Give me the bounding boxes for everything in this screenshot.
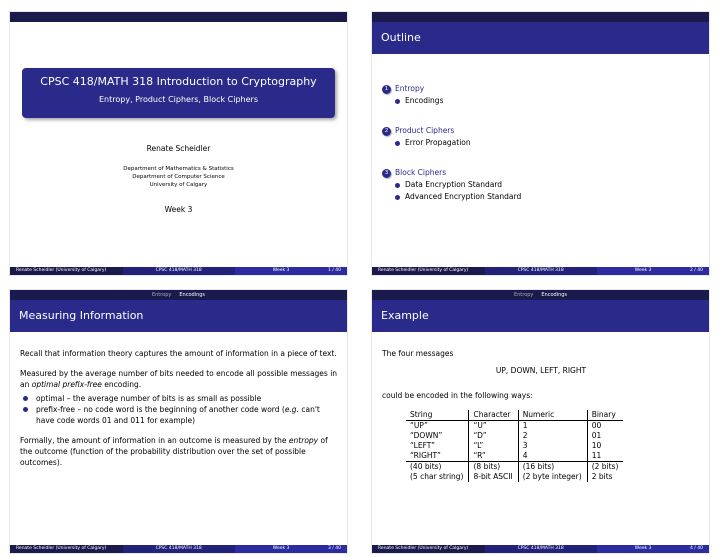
table-cell: “RIGHT” (410, 451, 441, 460)
slide-top-bar (372, 290, 709, 300)
slide-top-bar (10, 290, 347, 300)
table-cell: (40 bits) (406, 462, 469, 473)
footer-page-number: 3 / 40 (327, 546, 341, 551)
encoding-table (406, 410, 623, 482)
table-cell: 11 (587, 451, 623, 462)
bullet-icon (23, 407, 28, 412)
presentation-title: CPSC 418/MATH 318 Introduction to Cryptography (40, 75, 317, 88)
table-row (406, 441, 623, 451)
slide-footer (10, 545, 347, 553)
footer-course: CPSC 418/MATH 318 (123, 545, 235, 553)
table-row (406, 431, 623, 441)
table-cell: 8-bit ASCII (469, 472, 518, 482)
nav-section[interactable]: Entropy (513, 292, 534, 298)
toc-subsection-label[interactable]: Data Encryption Standard (405, 180, 503, 189)
section-navigation (10, 290, 347, 300)
slide-footer (10, 267, 347, 275)
table-header-row (406, 410, 623, 421)
slide-body (20, 348, 338, 477)
institute-line: University of Calgary (149, 182, 208, 188)
footer-author: Renate Scheidler (University of Calgary) (10, 545, 123, 553)
table-cell: “U” (469, 421, 518, 432)
table-cell: 1 (518, 421, 587, 432)
table-cell: “R” (469, 451, 518, 462)
footer-page-info (597, 267, 709, 275)
table-cell: (16 bits) (518, 462, 587, 473)
title-block (22, 68, 335, 118)
list-item: optimal – the average number of bits is as small as possible (20, 393, 338, 404)
nav-section[interactable]: Entropy (151, 292, 172, 298)
footer-author: Renate Scheidler (University of Calgary) (372, 545, 485, 553)
table-row (406, 451, 623, 462)
footer-week: Week 3 (272, 546, 290, 551)
nav-subsection[interactable]: Encodings (179, 292, 206, 298)
nav-subsection[interactable]: Encodings (541, 292, 568, 298)
footer-page-info (235, 267, 347, 275)
footer-author: Renate Scheidler (University of Calgary) (10, 267, 123, 275)
footer-page-info (235, 545, 347, 553)
bullet-icon (395, 183, 400, 188)
footer-course: CPSC 418/MATH 318 (485, 545, 597, 553)
toc-section-label[interactable]: Block Ciphers (395, 168, 447, 177)
footer-page-number: 1 / 40 (327, 268, 341, 273)
table-summary-row (406, 472, 623, 482)
table-header-cell: Binary (587, 410, 623, 421)
slide-top-bar (372, 12, 709, 22)
slide-body (382, 348, 700, 401)
presentation-date: Week 3 (164, 205, 193, 214)
slide-example (372, 290, 709, 553)
table-summary-row (406, 462, 623, 473)
slide-top-bar (10, 12, 347, 22)
table-row (406, 421, 623, 432)
footer-week: Week 3 (634, 546, 652, 551)
slide-footer (372, 545, 709, 553)
paragraph: Recall that information theory captures the amount of information in a piece of text. (20, 349, 337, 358)
footer-course: CPSC 418/MATH 318 (123, 267, 235, 275)
table-cell: (2 bits) (587, 462, 623, 473)
institute-line: Department of Mathematics & Statistics (123, 166, 234, 172)
frame-title: Measuring Information (10, 300, 347, 332)
frame-title: Outline (372, 22, 709, 54)
institute (10, 165, 347, 189)
example-intro: The four messages (382, 349, 454, 358)
footer-course: CPSC 418/MATH 318 (485, 267, 597, 275)
slide-footer (372, 267, 709, 275)
toc-subsection-label[interactable]: Error Propagation (405, 138, 471, 147)
table-cell: 00 (587, 421, 623, 432)
paragraph: Measured by the average number of bits needed to encode all possible messages in an optimal prefix-free encoding. (20, 369, 338, 389)
list-item: prefix-free – no code word is the beginning of another code word (e.g. can't have code words 01 and 011 for example) (20, 404, 338, 426)
table-cell: “DOWN” (410, 431, 443, 440)
table-cell: 3 (518, 441, 587, 451)
section-number-icon: 3 (382, 169, 391, 178)
footer-author: Renate Scheidler (University of Calgary) (372, 267, 485, 275)
footer-week: Week 3 (634, 268, 652, 273)
table-cell: 01 (587, 431, 623, 441)
table-cell: (8 bits) (469, 462, 518, 473)
footer-page-number: 4 / 40 (689, 546, 703, 551)
section-number-icon: 1 (382, 85, 391, 94)
toc-section-label[interactable]: Product Ciphers (395, 126, 455, 135)
presentation-subtitle: Entropy, Product Ciphers, Block Ciphers (98, 95, 259, 104)
table-cell: (2 byte integer) (518, 472, 587, 482)
table-header-cell: Numeric (518, 410, 587, 421)
toc-section-label[interactable]: Entropy (395, 84, 425, 93)
slide-title (10, 12, 347, 275)
table-header-cell: Character (469, 410, 518, 421)
table-cell: 2 (518, 431, 587, 441)
section-navigation (372, 290, 709, 300)
section-number-icon: 2 (382, 127, 391, 136)
footer-week: Week 3 (272, 268, 290, 273)
table-cell: “UP” (410, 421, 428, 430)
table-cell: (5 char string) (410, 472, 464, 481)
paragraph: Formally, the amount of information in an outcome is measured by the entropy of the outcome (function of the probability distribution over the set of possible outcomes). (20, 436, 328, 467)
slide-outline (372, 12, 709, 275)
table-cell: 10 (587, 441, 623, 451)
table-header-cell: String (406, 410, 469, 421)
example-lead: could be encoded in the following ways: (382, 391, 533, 400)
frame-title: Example (372, 300, 709, 332)
table-cell: “L” (469, 441, 518, 451)
table-cell: 2 bits (587, 472, 623, 482)
example-messages: UP, DOWN, LEFT, RIGHT (495, 366, 587, 375)
footer-page-number: 2 / 40 (689, 268, 703, 273)
bullet-icon (23, 396, 28, 401)
toc-subsection-label[interactable]: Encodings (405, 96, 444, 105)
author-name: Renate Scheidler (146, 144, 211, 153)
institute-line: Department of Computer Science (132, 174, 225, 180)
table-cell: 4 (518, 451, 587, 462)
table-cell: “D” (469, 431, 518, 441)
toc-subsection-label[interactable]: Advanced Encryption Standard (405, 192, 522, 201)
bullet-list (20, 393, 338, 426)
bullet-icon (395, 141, 400, 146)
footer-page-info (597, 545, 709, 553)
table-cell: “LEFT” (410, 441, 436, 450)
bullet-icon (395, 99, 400, 104)
bullet-icon (395, 195, 400, 200)
slide-measuring-information (10, 290, 347, 553)
